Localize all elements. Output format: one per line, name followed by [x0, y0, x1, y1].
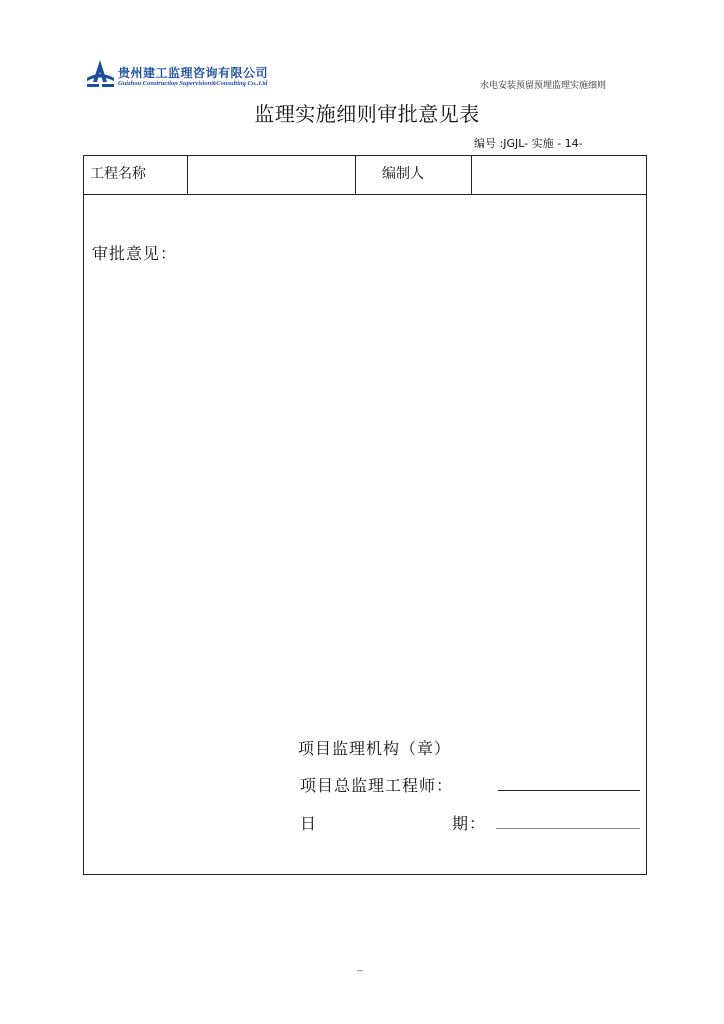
company-logo-icon	[84, 58, 116, 90]
approval-opinion-label: 审批意见：	[92, 244, 178, 263]
approval-form	[83, 155, 647, 875]
company-name-en: Guizhou Construction Supervision&Consulting Co.,Ltd	[118, 80, 268, 87]
supervision-org-label: 项目监理机构（章）	[298, 739, 452, 758]
author-label: 编制人	[356, 156, 472, 194]
page-mark: --	[357, 966, 363, 975]
project-name-field[interactable]	[188, 156, 356, 194]
project-name-label: 工程名称	[84, 156, 188, 194]
form-header-row	[84, 156, 646, 195]
date-label-period: 期：	[452, 814, 487, 833]
form-number: 编号 :JGJL- 实施 - 14-	[474, 137, 583, 150]
chief-engineer-signature-line[interactable]	[498, 790, 640, 791]
chief-engineer-label: 项目总监理工程师：	[300, 776, 454, 795]
date-label-day: 日	[300, 814, 318, 833]
date-signature-line[interactable]	[496, 828, 640, 829]
form-title: 监理实施细则审批意见表	[254, 102, 480, 126]
company-name-cn: 贵州建工监理咨询有限公司	[118, 66, 269, 80]
author-field[interactable]	[472, 156, 646, 194]
document-subject: 水电安装预留预埋监理实施细则	[480, 81, 607, 91]
company-header	[84, 58, 314, 92]
